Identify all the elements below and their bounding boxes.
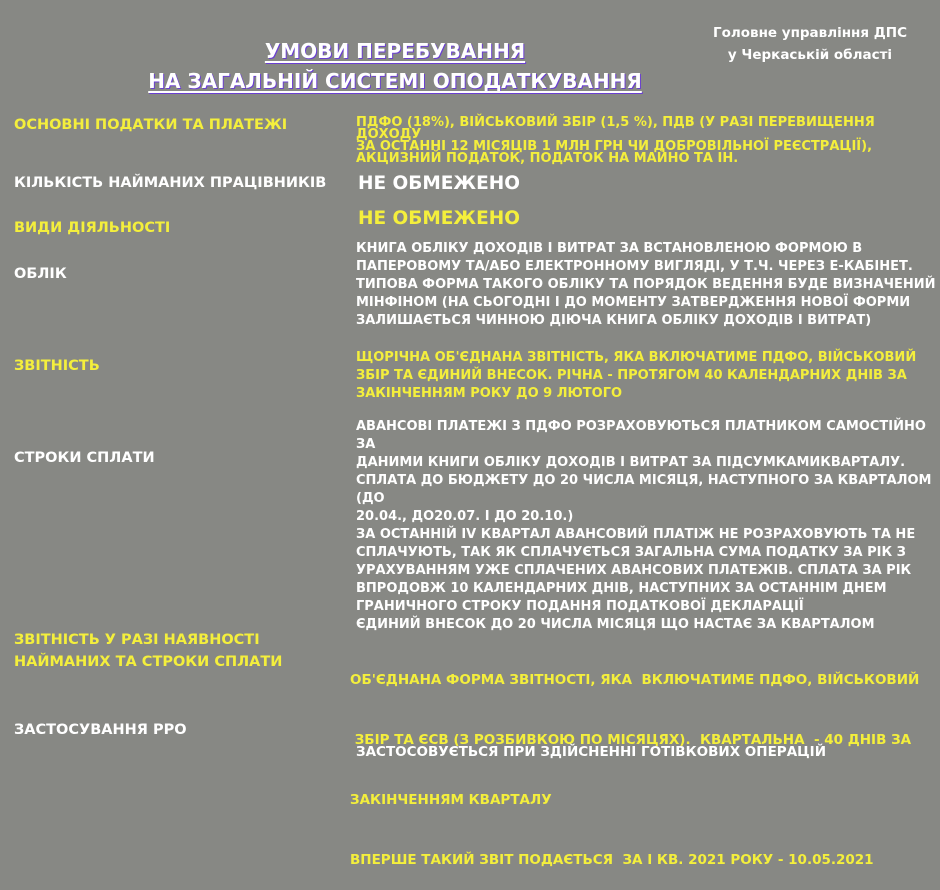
row-label-employees: КІЛЬКІСТЬ НАЙМАНИХ ПРАЦІВНИКІВ [14,175,327,191]
value-line: ОБ'ЄДНАНА ФОРМА ЗВІТНОСТІ, ЯКА ВКЛЮЧАТИМЕ ПДФО, ВІЙСЬКОВИЙ [350,672,920,688]
title-line-2: НА ЗАГАЛЬНІЙ СИСТЕМІ ОПОДАТКУВАННЯ [148,69,642,93]
value-line: ПАПЕРОВОМУ ТА/АБО ЕЛЕКТРОННОМУ ВИГЛЯДІ, У Т.Ч. ЧЕРЕЗ Е-КАБІНЕТ. [356,259,913,274]
row-value-cash-register: ЗАСТОСОВУЄТЬСЯ ПРИ ЗДІЙСНЕННІ ГОТІВКОВИХ ОПЕРАЦІЙ [356,744,826,760]
value-line: ВПЕРШЕ ТАКИЙ ЗВІТ ПОДАЄТЬСЯ ЗА І КВ. 2021 РОКУ - 10.05.2021 [350,852,874,868]
agency-line-2: у Черкаській області [727,47,893,63]
value-line: ДАНИМИ КНИГИ ОБЛІКУ ДОХОДІВ І ВИТРАТ ЗА ПІДСУМКАМИКВАРТАЛУ. [356,455,906,470]
agency-line-1: Головне управління ДПС [713,25,907,41]
value-line: ЗА ОСТАННІ 12 МІСЯЦІВ 1 МЛН ГРН ЧИ ДОБРОВІЛЬНОЇ РЕЄСТРАЦІЇ), [356,139,873,154]
row-value-main-taxes [356,117,940,165]
value-line: ТИПОВА ФОРМА ТАКОГО ОБЛІКУ ТА ПОРЯДОК ВЕДЕННЯ БУДЕ ВИЗНАЧЕНИЙ [356,277,936,292]
value-line: СПЛАТА ДО БЮДЖЕТУ ДО 20 ЧИСЛА МІСЯЦЯ, НАСТУПНОГО ЗА КВАРТАЛОМ (ДО [356,473,932,506]
value-line: ЗАКІНЧЕННЯМ РОКУ ДО 9 ЛЮТОГО [356,386,623,401]
value-line: КНИГА ОБЛІКУ ДОХОДІВ І ВИТРАТ ЗА ВСТАНОВЛЕНОЮ ФОРМОЮ В [356,241,863,256]
value-line: УРАХУВАННЯМ УЖЕ СПЛАЧЕНИХ АВАНСОВИХ ПЛАТЕЖІВ. СПЛАТА ЗА РІК [356,563,912,578]
row-label-reporting: ЗВІТНІСТЬ [14,358,100,374]
row-value-accounting [356,240,936,330]
value-line: ЗБІР ТА ЄСВ (З РОЗБИВКОЮ ПО МІСЯЦЯХ). КВАРТАЛЬНА - 40 ДНІВ ЗА [350,732,912,748]
row-value-reporting [356,349,916,403]
value-line: ГРАНИЧНОГО СТРОКУ ПОДАННЯ ПОДАТКОВОЇ ДЕКЛАРАЦІЇ [356,599,804,614]
value-line: ЗАЛИШАЄТЬСЯ ЧИННОЮ ДІЮЧА КНИГА ОБЛІКУ ДОХОДІВ І ВИТРАТ) [356,313,872,328]
value-line: ЗАКІНЧЕННЯМ КВАРТАЛУ [350,792,552,808]
title-line-1: УМОВИ ПЕРЕБУВАННЯ [264,39,526,63]
row-value-employees: НЕ ОБМЕЖЕНО [358,173,520,194]
page-title [0,36,790,96]
value-line: МІНФІНОМ (НА СЬОГОДНІ І ДО МОМЕНТУ ЗАТВЕРДЖЕННЯ НОВОЇ ФОРМИ [356,295,911,310]
value-line: АКЦИЗНИЙ ПОДАТОК, ПОДАТОК НА МАЙНО ТА ІН. [356,151,739,166]
value-line: ЩОРІЧНА ОБ'ЄДНАНА ЗВІТНІСТЬ, ЯКА ВКЛЮЧАТИМЕ ПДФО, ВІЙСЬКОВИЙ [356,350,917,365]
row-value-activities: НЕ ОБМЕЖЕНО [358,208,520,229]
agency-name [690,22,930,66]
row-label-payment-terms: СТРОКИ СПЛАТИ [14,450,155,466]
value-line: АВАНСОВІ ПЛАТЕЖІ З ПДФО РОЗРАХОВУЮТЬСЯ ПЛАТНИКОМ САМОСТІЙНО ЗА [356,419,926,452]
label-line: НАЙМАНИХ ТА СТРОКИ СПЛАТИ [14,654,283,670]
value-line: ЄДИНИЙ ВНЕСОК ДО 20 ЧИСЛА МІСЯЦЯ ЩО НАСТАЄ ЗА КВАРТАЛОМ [356,617,875,632]
value-line: ЗА ОСТАННІЙ IV КВАРТАЛ АВАНСОВИЙ ПЛАТІЖ НЕ РОЗРАХОВУЮТЬ ТА НЕ [356,527,916,542]
value-line: СПЛАЧУЮТЬ, ТАК ЯК СПЛАЧУЄТЬСЯ ЗАГАЛЬНА СУМА ПОДАТКУ ЗА РІК З [356,545,906,560]
row-label-accounting: ОБЛІК [14,266,67,282]
value-line: ВПРОДОВЖ 10 КАЛЕНДАРНИХ ДНІВ, НАСТУПНИХ ЗА ОСТАННІМ ДНЕМ [356,581,887,596]
value-line: ПДФО (18%), ВІЙСЬКОВИЙ ЗБІР (1,5 %), ПДВ (У РАЗІ ПЕРЕВИЩЕННЯ ДОХОДУ [356,115,875,142]
label-line: ЗВІТНІСТЬ У РАЗІ НАЯВНОСТІ [14,632,260,648]
row-label-cash-register: ЗАСТОСУВАННЯ РРО [14,722,187,738]
row-value-payment-terms [356,418,940,634]
value-line: 20.04., ДО20.07. І ДО 20.10.) [356,509,574,524]
value-line: ЗБІР ТА ЄДИНИЙ ВНЕСОК. РІЧНА - ПРОТЯГОМ 40 КАЛЕНДАРНИХ ДНІВ ЗА [356,368,907,383]
row-label-reporting-employees [14,629,282,673]
row-label-main-taxes: ОСНОВНІ ПОДАТКИ ТА ПЛАТЕЖІ [14,117,288,133]
row-label-activities: ВИДИ ДІЯЛЬНОСТІ [14,220,171,236]
